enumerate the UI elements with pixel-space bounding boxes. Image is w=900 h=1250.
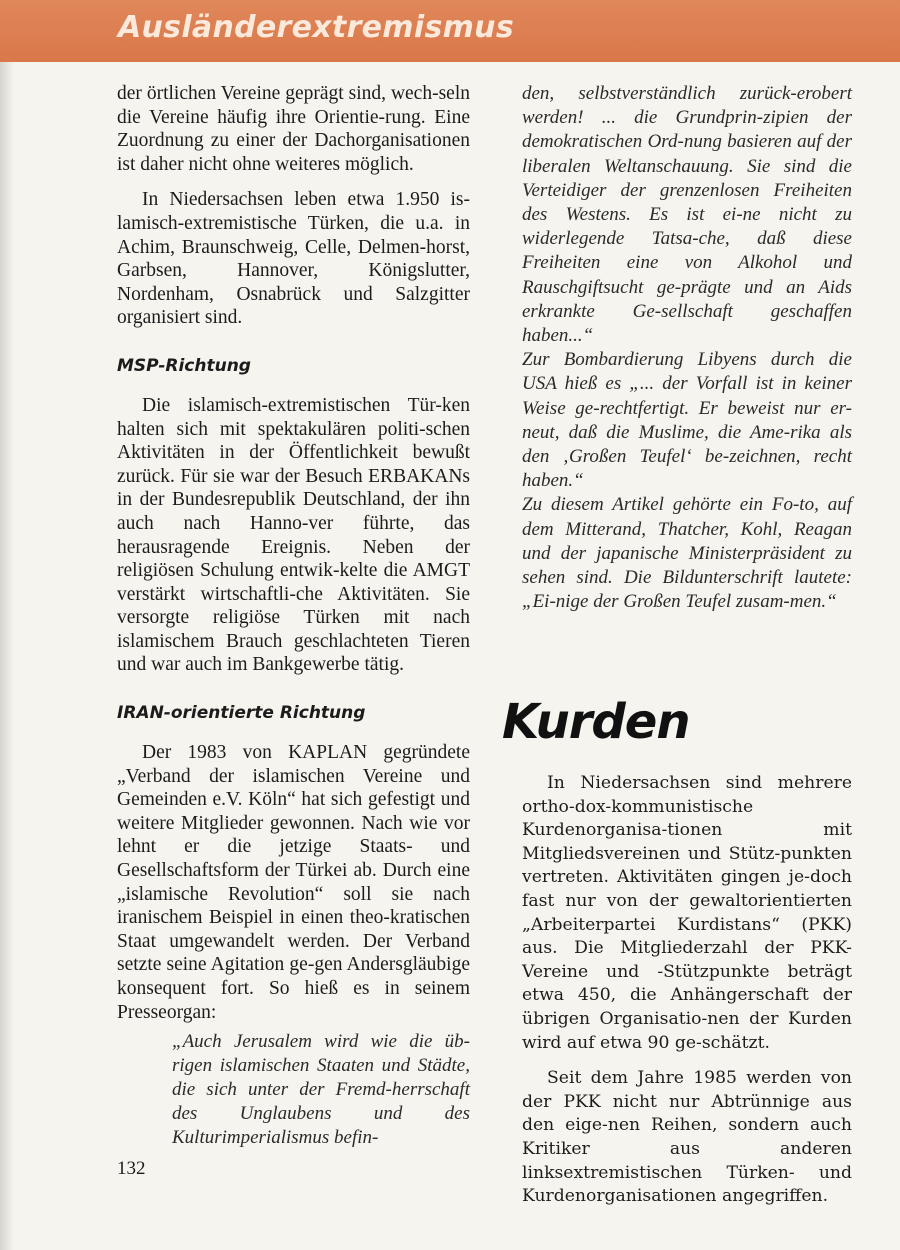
heading-msp: MSP-Richtung bbox=[117, 355, 251, 376]
paragraph-kurden-1: In Niedersachsen sind mehrere ortho-dox-kommunistische Kurdenorganisa-tionen mit Mitgliedsvereinen und Stütz-punkten vertreten. Aktivitäten gingen je-doch fast nur von der gewaltorientierten „Arbeiterpartei Kurdistans“ (PKK) aus. Die Mitgliederzahl der PKK-Vereine und -Stützpunkte beträgt etwa 450, die Anhängerschaft der übrigen Organisatio-nen der Kurden wird auf etwa 90 ge-schätzt. bbox=[522, 773, 852, 1053]
header-banner bbox=[0, 0, 900, 62]
paragraph-iran: Der 1983 von KAPLAN gegründete „Verband der islamischen Vereine und Gemeinden e.V. Köln“ hat sich gefestigt und weitere Mitglieder gewonnen. Nach wie vor lehnt er die jetzige Staats- und Gesellschaftsform der Türkei ab. Durch eine „islamische Revolution“ soll sie nach iranischem Beispiel in einen theo-kratischen Staat umgewandelt werden. Der Verband setzte seine Agitation ge-gen Andersgläubige konsequent fort. So hieß es in seinem Presseorgan: bbox=[117, 742, 470, 1023]
paragraph-intro: der örtlichen Vereine geprägt sind, wech-seln die Vereine häufig ihre Orientie-rung. Eine Zuordnung zu einer der Dachorganisationen ist daher nicht ohne weiteres möglich. bbox=[117, 83, 470, 175]
kurden-section bbox=[522, 772, 852, 1221]
paragraph-kurden-2: Seit dem Jahre 1985 werden von der PKK nicht nur Abtrünnige aus den eige-nen Reihen, sondern auch Kritiker aus anderen linksextremistischen Türken- und Kurdenorganisationen angegriffen. bbox=[522, 1068, 852, 1207]
paragraph-msp: Die islamisch-extremistischen Tür-ken halten sich mit spektakulären politi-schen Aktivitäten in der Öffentlichkeit bewußt zurück. Für sie war der Besuch ERBAKANs in der Bundesrepublik Deutschland, der ihn auch nach Hanno-ver führte, das herausragende Ereignis. Neben der religiösen Schulung entwik-kelte die AMGT verstärkt wirtschaftli-che Aktivitäten. Sie versorgte religiöse Türken mit nach islamischem Brauch geschlachteten Tieren und war auch im Bankgewerbe tätig. bbox=[117, 394, 470, 676]
heading-kurden: Kurden bbox=[502, 694, 690, 750]
paragraph-niedersachsen: In Niedersachsen leben etwa 1.950 is-lamisch-extremistische Türken, die u.a. in Achim, Braunschweig, Celle, Delmen-horst, Garbsen, Hannover, Königslutter, Nordenham, Osnabrück und Salzgitter organisiert sind. bbox=[117, 189, 470, 329]
section-title: Ausländerextremismus bbox=[118, 10, 514, 45]
quote-libya: Zur Bombardierung Libyens durch die USA hieß es „... der Vorfall ist in keiner Weise ge-rechtfertigt. Er beweist nur er-neut, daß die Muslime, die Ame-rika als den ‚Großen Teufel‘ be-zeichnen, recht haben.“ bbox=[522, 349, 852, 492]
quote-photo-caption: Zu diesem Artikel gehörte ein Fo-to, auf dem Mitterand, Thatcher, Kohl, Reagan und der japanische Ministerpräsident zu sehen sind. Die Bildunterschrift lautete: „Ei-nige der Großen Teufel zusam-men.“ bbox=[522, 494, 852, 613]
heading-iran: IRAN-orientierte Richtung bbox=[117, 703, 366, 724]
left-column bbox=[117, 82, 470, 1150]
right-column bbox=[522, 82, 852, 614]
page-number: 132 bbox=[117, 1158, 146, 1179]
quote-continued: den, selbstverständlich zurück-erobert werden! ... die Grundprin-zipien der demokratischen Ord-nung basieren auf der liberalen Weltanschauung. Sie sind die Verteidiger der grenzenlosen Freiheiten des Westens. Es ist ei-ne nicht zu widerlegende Tatsa-che, daß diese Freiheiten eine von Alkohol und Rauschgiftsucht ge-prägte und an Aids erkrankte Ge-sellschaft geschaffen haben...“ bbox=[522, 83, 852, 347]
quote-jerusalem: „Auch Jerusalem wird wie die üb-rigen islamischen Staaten und Städte, die sich unter der Fremd-herrschaft des Unglaubens und des Kulturimperialismus befin- bbox=[172, 1031, 470, 1149]
page-edge-shadow bbox=[0, 62, 14, 1250]
